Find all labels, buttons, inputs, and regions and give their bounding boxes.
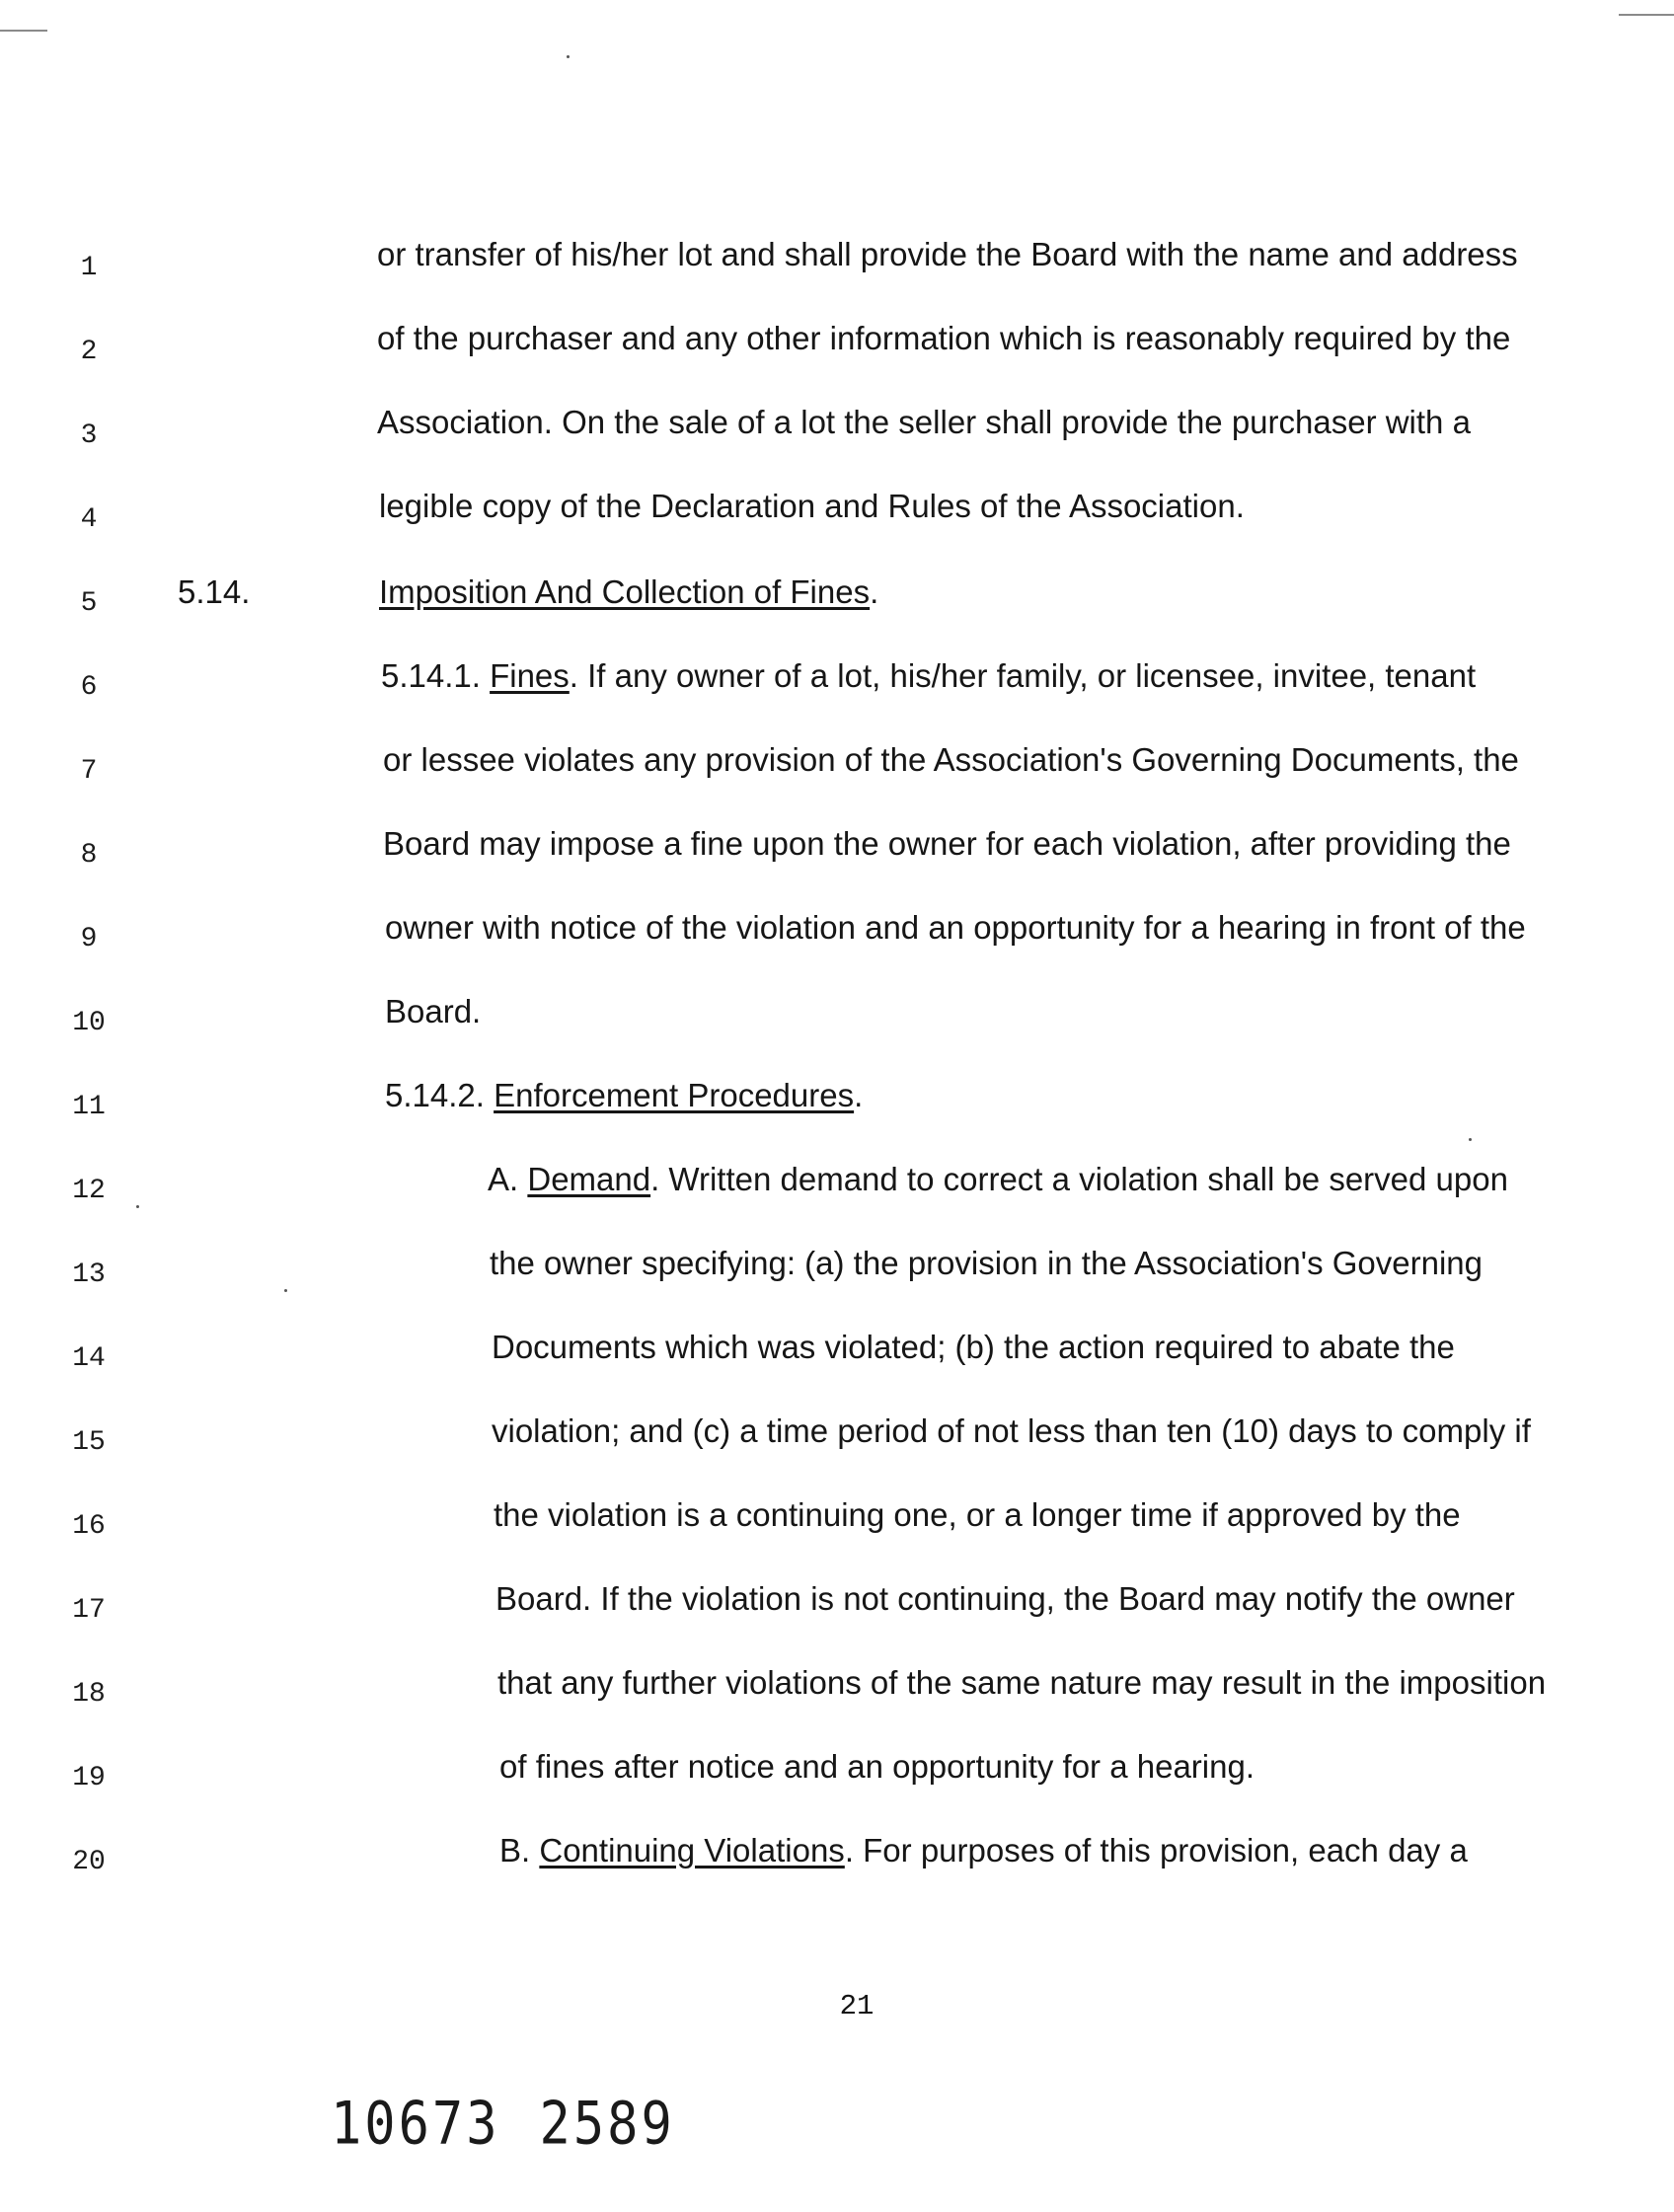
section-heading-title: Imposition And Collection of Fines	[379, 573, 871, 610]
line-number: 8	[80, 840, 98, 871]
text-line: Board may impose a fine upon the owner for each violation, after providing the	[383, 825, 1511, 862]
line-number: 15	[72, 1427, 106, 1458]
line-number: 9	[80, 924, 98, 954]
subsection-line	[381, 656, 1476, 696]
line-number: 6	[80, 672, 98, 703]
line-number: 17	[72, 1595, 106, 1626]
text-line: Board. If the violation is not continuing, the Board may notify the owner	[495, 1580, 1515, 1617]
line-number: 4	[80, 504, 98, 535]
subsection-line	[385, 1076, 863, 1115]
line-number: 7	[80, 756, 98, 787]
text-line: Association. On the sale of a lot the seller shall provide the purchaser with a	[377, 404, 1471, 440]
scan-speck	[136, 1205, 139, 1208]
scan-speck	[1469, 1138, 1472, 1141]
scan-speck	[567, 55, 570, 58]
stamp-book: 10673	[331, 2090, 500, 2159]
scan-mark-right	[1619, 14, 1674, 16]
text-line: of fines after notice and an opportunity for a hearing.	[499, 1748, 1255, 1785]
text-line: the violation is a continuing one, or a longer time if approved by the	[494, 1496, 1461, 1533]
line-number: 11	[72, 1092, 106, 1122]
line-number: 19	[72, 1763, 106, 1793]
text-line: of the purchaser and any other information which is reasonably required by the	[377, 320, 1511, 356]
item-line	[499, 1831, 1468, 1870]
line-number: 3	[80, 420, 98, 451]
line-number: 14	[72, 1343, 106, 1374]
item-heading: Demand	[527, 1161, 651, 1197]
stamp-page: 2589	[539, 2090, 675, 2159]
subsection-number: 5.14.2.	[385, 1077, 495, 1113]
subsection-number: 5.14.1.	[381, 657, 491, 694]
subsection-heading: Enforcement Procedures	[494, 1077, 855, 1113]
item-text: . For purposes of this provision, each day a	[844, 1832, 1468, 1869]
scan-mark-left	[0, 30, 47, 32]
item-text: . Written demand to correct a violation shall be served upon	[650, 1161, 1508, 1197]
text-line: owner with notice of the violation and an opportunity for a hearing in front of the	[385, 909, 1526, 946]
subsection-heading: Fines	[490, 657, 570, 694]
text-line: that any further violations of the same nature may result in the imposition	[497, 1664, 1547, 1701]
line-number: 10	[72, 1008, 106, 1038]
item-label: A.	[488, 1161, 528, 1197]
line-number: 18	[72, 1679, 106, 1710]
recording-stamp	[331, 2091, 715, 2159]
line-number: 20	[72, 1847, 106, 1877]
item-label: B.	[499, 1832, 540, 1869]
text-line: or transfer of his/her lot and shall provide the Board with the name and address	[377, 236, 1518, 272]
subsection-text: . If any owner of a lot, his/her family, or licensee, invitee, tenant	[569, 657, 1477, 694]
scan-speck	[284, 1289, 287, 1292]
line-number: 2	[80, 337, 98, 367]
text-line: legible copy of the Declaration and Rules of the Association.	[379, 488, 1245, 524]
text-line: or lessee violates any provision of the Association's Governing Documents, the	[383, 741, 1519, 778]
text-line: Documents which was violated; (b) the action required to abate the	[492, 1329, 1455, 1365]
item-line	[488, 1160, 1508, 1199]
heading-punct: .	[854, 1077, 864, 1113]
line-number: 16	[72, 1511, 106, 1542]
line-number: 12	[72, 1176, 106, 1206]
item-heading: Continuing Violations	[539, 1832, 845, 1869]
line-number: 5	[80, 588, 98, 619]
section-number: 5.14.	[178, 573, 251, 610]
section-heading	[379, 572, 878, 612]
text-line: violation; and (c) a time period of not less than ten (10) days to comply if	[492, 1412, 1531, 1449]
page-number: 21	[839, 1990, 875, 2022]
line-number: 1	[80, 253, 98, 283]
heading-punct: .	[870, 573, 879, 610]
text-line: Board.	[385, 993, 482, 1030]
line-number: 13	[72, 1259, 106, 1290]
text-line: the owner specifying: (a) the provision in the Association's Governing	[490, 1245, 1484, 1281]
